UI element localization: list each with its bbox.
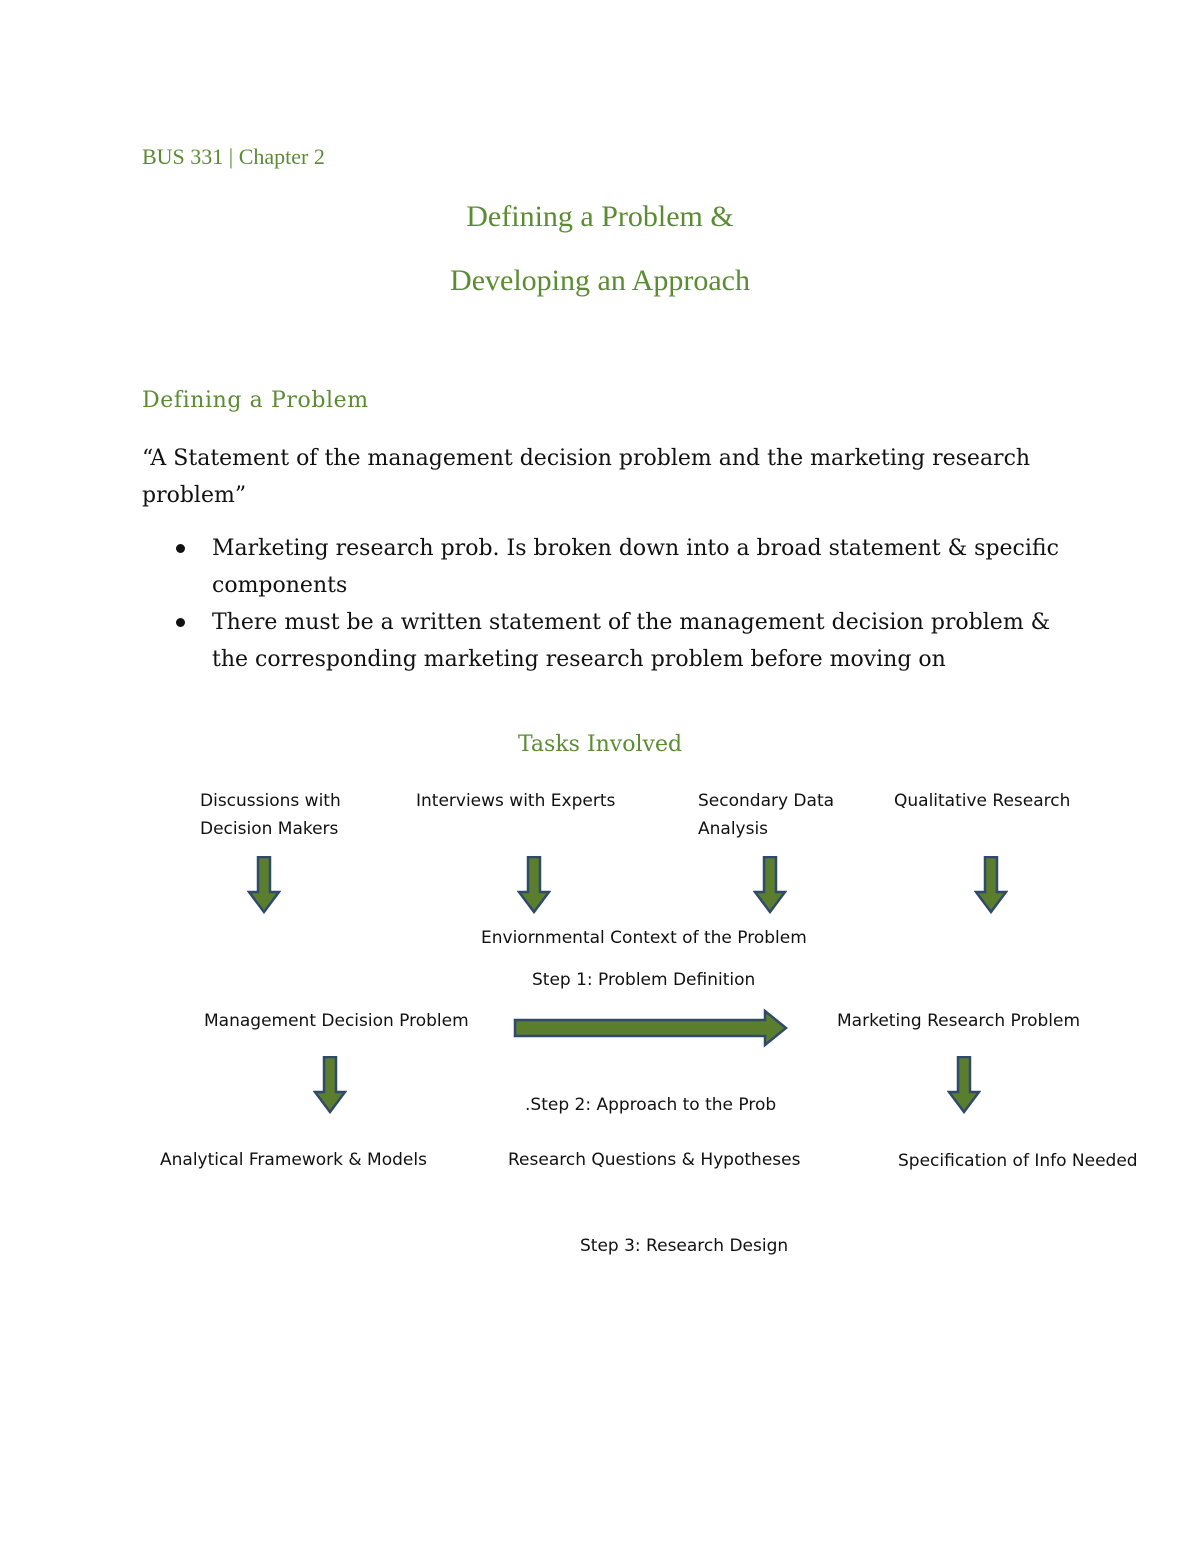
down-arrow-icon <box>947 1056 981 1114</box>
task-label-line: Secondary Data <box>698 791 835 811</box>
management-problem-label: Management Decision Problem <box>204 1011 469 1031</box>
down-arrow-icon <box>313 1056 347 1114</box>
environmental-context-label: Enviornmental Context of the Problem <box>481 928 807 948</box>
section-heading: Defining a Problem <box>142 388 369 413</box>
task-label-line: Interviews with Experts <box>416 791 616 811</box>
task-label-line: Decision Makers <box>200 819 339 839</box>
bullet-item <box>142 604 1082 678</box>
page-title-line-2: Developing an Approach <box>450 264 750 297</box>
bullet-item <box>142 530 1082 604</box>
output-analytical-framework: Analytical Framework & Models <box>160 1150 427 1170</box>
task-secondary-data <box>698 787 834 843</box>
definition-quote: “A Statement of the management decision problem and the marketing research problem” <box>142 446 1031 508</box>
down-arrow-icon <box>753 856 787 914</box>
bullet-icon <box>176 618 185 627</box>
step2-label: .Step 2: Approach to the Prob <box>525 1095 777 1115</box>
task-discussions <box>200 787 341 843</box>
marketing-problem-label: Marketing Research Problem <box>837 1011 1081 1031</box>
course-header: BUS 331 | Chapter 2 <box>142 144 325 169</box>
task-qualitative <box>894 787 1070 815</box>
page-title-line-1: Defining a Problem & <box>466 200 734 233</box>
task-label-line: Analysis <box>698 819 769 839</box>
bullet-list <box>142 530 1082 678</box>
task-label-line: Discussions with <box>200 791 341 811</box>
bullet-text: Marketing research prob. Is broken down into a broad statement & specific components <box>212 536 1059 598</box>
down-arrow-icon <box>974 856 1008 914</box>
step3-label: Step 3: Research Design <box>580 1236 789 1256</box>
down-arrow-icon <box>517 856 551 914</box>
output-research-questions: Research Questions & Hypotheses <box>508 1150 801 1170</box>
bullet-text: There must be a written statement of the management decision problem & the corresponding marketing research problem before moving on <box>212 610 1051 672</box>
right-arrow-icon <box>513 1008 789 1048</box>
task-label-line: Qualitative Research <box>894 791 1071 811</box>
task-interviews <box>416 787 615 815</box>
down-arrow-icon <box>247 856 281 914</box>
output-info-specification: Specification of Info Needed <box>898 1151 1138 1171</box>
diagram-heading: Tasks Involved <box>517 732 683 757</box>
step1-label: Step 1: Problem Definition <box>532 970 756 990</box>
bullet-icon <box>176 544 185 553</box>
